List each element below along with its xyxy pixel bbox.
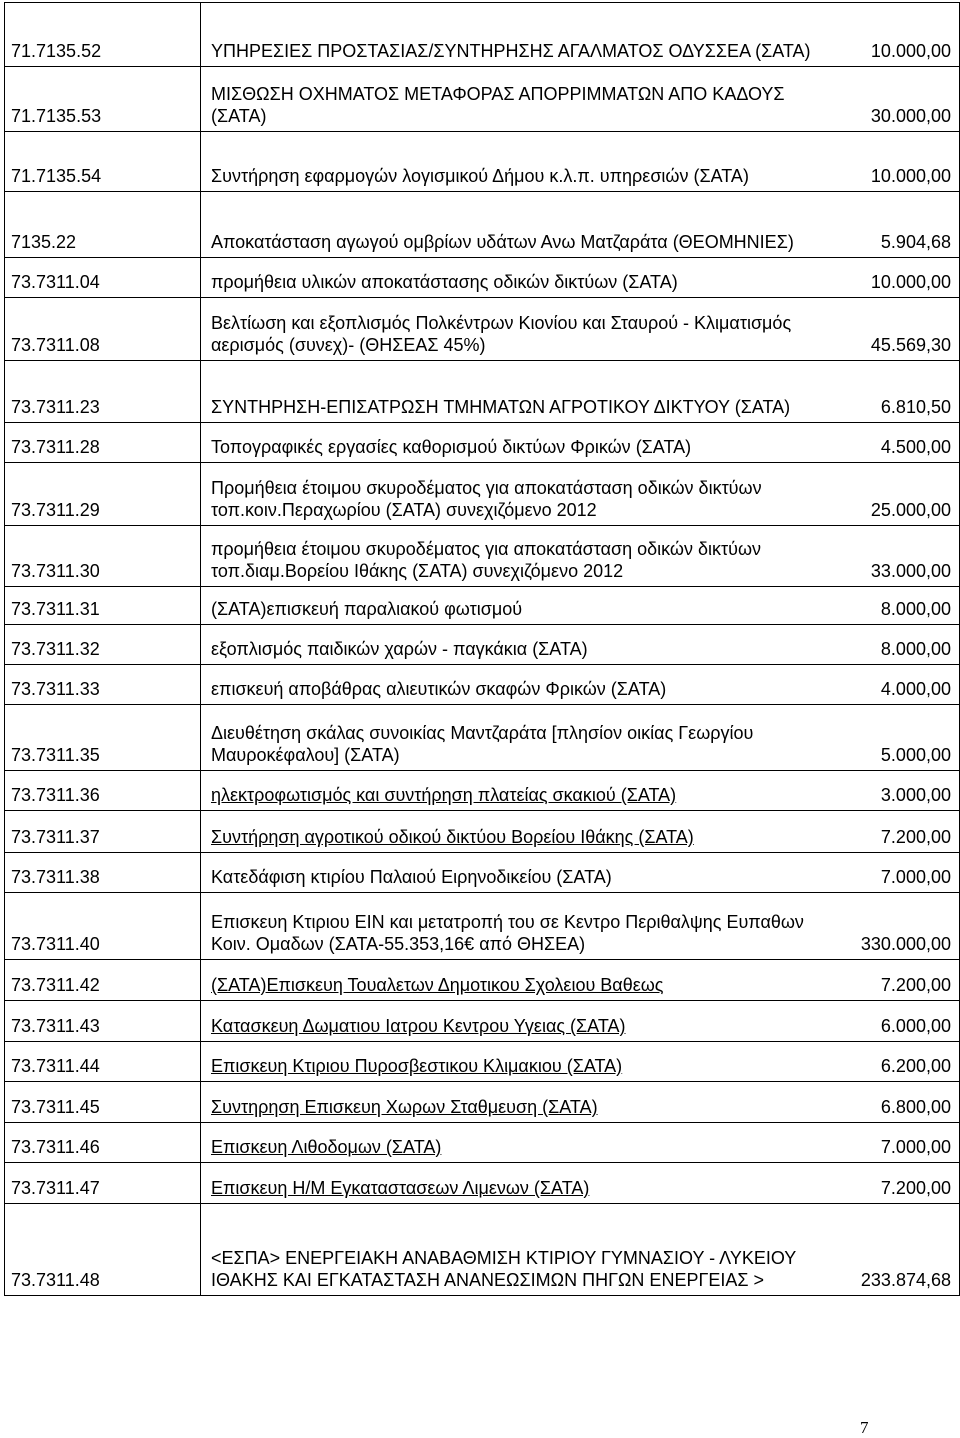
description: Κατεδάφιση κτιρίου Παλαιού Ειρηνοδικείου (ΣΑΤΑ) [211,867,612,887]
description-cell [201,1082,960,1123]
description-cell [201,960,960,1001]
description-cell [201,192,960,258]
amount: 25.000,00 [870,500,951,520]
table-row [5,1042,960,1082]
account-code: 73.7311.47 [5,1163,201,1204]
amount: 7.200,00 [880,1178,951,1198]
amount: 3.000,00 [880,785,951,805]
description-cell [201,625,960,665]
account-code: 7135.22 [5,192,201,258]
table-row [5,1163,960,1204]
account-code: 71.7135.53 [5,67,201,132]
description: (ΣΑΤΑ)επισκευή παραλιακού φωτισμού [211,599,523,619]
description: (ΣΑΤΑ)Επισκευη Τουαλετων Δημοτικου Σχολειου Βαθεως [211,975,664,995]
description-cell [201,463,960,526]
description: προμήθεια έτοιμου σκυροδέματος για αποκατάσταση οδικών δικτύων τοπ.διαμ.Βορείου Ιθάκης (ΣΑΤΑ) συνεχιζόμενο 2012 [211,539,761,581]
budget-table [4,2,960,1296]
table-row [5,298,960,361]
description: ΜΙΣΘΩΣΗ ΟΧΗΜΑΤΟΣ ΜΕΤΑΦΟΡΑΣ ΑΠΟΡΡΙΜΜΑΤΩΝ ΑΠΟ ΚΑΔΟΥΣ (ΣΑΤΑ) [211,84,785,126]
table-row [5,526,960,587]
amount: 10.000,00 [870,272,951,292]
amount: 7.200,00 [880,827,951,847]
account-code: 73.7311.37 [5,811,201,853]
amount: 7.200,00 [880,975,951,995]
description: εξοπλισμός παιδικών χαρών - παγκάκια (ΣΑΤΑ) [211,639,588,659]
description-cell [201,1204,960,1296]
description: ηλεκτροφωτισμός και συντήρηση πλατείας σκακιού (ΣΑΤΑ) [211,785,677,805]
table-row [5,893,960,960]
amount: 6.810,50 [880,397,951,417]
description-cell [201,298,960,361]
account-code: 73.7311.43 [5,1001,201,1042]
description: Τοπογραφικές εργασίες καθορισμού δικτύων Φρικών (ΣΑΤΑ) [211,437,692,457]
description-cell [201,423,960,463]
description: Συντηρηση Επισκευη Χωρων Σταθμευση (ΣΑΤΑ) [211,1097,598,1117]
amount: 4.000,00 [880,679,951,699]
account-code: 73.7311.29 [5,463,201,526]
account-code: 73.7311.38 [5,853,201,893]
account-code: 73.7311.48 [5,1204,201,1296]
table-row [5,1123,960,1163]
account-code: 73.7311.32 [5,625,201,665]
amount: 5.904,68 [880,232,951,252]
account-code: 73.7311.45 [5,1082,201,1123]
amount: 233.874,68 [860,1270,951,1290]
amount: 7.000,00 [880,1137,951,1157]
amount: 8.000,00 [880,639,951,659]
description: Κατασκευη Δωματιου Ιατρου Κεντρου Υγειας (ΣΑΤΑ) [211,1016,626,1036]
amount: 8.000,00 [880,599,951,619]
description-cell [201,853,960,893]
table-row [5,423,960,463]
description: Προμήθεια έτοιμου σκυροδέματος για αποκατάσταση οδικών δικτύων τοπ.κοιν.Περαχωρίου (ΣΑΤΑ) συνεχιζόμενο 2012 [211,478,762,520]
table-row [5,67,960,132]
description-cell [201,1001,960,1042]
description-cell [201,258,960,298]
description: Επισκευη Κτιριου Πυροσβεστικου Κλιμακιου (ΣΑΤΑ) [211,1056,623,1076]
description-cell [201,811,960,853]
description-cell [201,1123,960,1163]
description: Διευθέτηση σκάλας συνοικίας Μαντζαράτα [πλησίον οικίας Γεωργίου Μαυροκέφαλου] (ΣΑΤΑ) [211,723,754,765]
amount: 45.569,30 [870,335,951,355]
amount: 6.200,00 [880,1056,951,1076]
account-code: 73.7311.42 [5,960,201,1001]
description: Βελτίωση και εξοπλισμός Πολκέντρων Κιονίου και Σταυρού - Κλιματισμός αερισμός (συνεχ)- (ΘΗΣΕΑΣ 45%) [211,313,792,355]
description-cell [201,67,960,132]
description: προμήθεια υλικών αποκατάστασης οδικών δικτύων (ΣΑΤΑ) [211,272,678,292]
account-code: 73.7311.44 [5,1042,201,1082]
table-row [5,625,960,665]
account-code: 73.7311.33 [5,665,201,705]
table-row [5,258,960,298]
table-row [5,853,960,893]
description-cell [201,3,960,67]
description-cell [201,361,960,423]
account-code: 73.7311.36 [5,771,201,811]
description: Επισκευη Η/Μ Εγκαταστασεων Λιμενων (ΣΑΤΑ) [211,1178,590,1198]
description-cell [201,587,960,625]
description-cell [201,526,960,587]
table-row [5,811,960,853]
description-cell [201,665,960,705]
account-code: 71.7135.54 [5,132,201,192]
amount: 6.000,00 [880,1016,951,1036]
page-number: 7 [860,1418,869,1437]
amount: 5.000,00 [880,745,951,765]
account-code: 73.7311.31 [5,587,201,625]
amount: 33.000,00 [870,561,951,581]
description: ΣΥΝΤΗΡΗΣΗ-ΕΠΙΣΑΤΡΩΣΗ ΤΜΗΜΑΤΩΝ ΑΓΡΟΤΙΚΟΥ ΔΙΚΤΥΟΥ (ΣΑΤΑ) [211,397,791,417]
table-row [5,361,960,423]
amount: 10.000,00 [870,41,951,61]
account-code: 73.7311.08 [5,298,201,361]
account-code: 73.7311.30 [5,526,201,587]
table-row [5,192,960,258]
table-row [5,463,960,526]
account-code: 73.7311.28 [5,423,201,463]
description: Συντήρηση εφαρμογών λογισμικού Δήμου κ.λ.π. υπηρεσιών (ΣΑΤΑ) [211,166,749,186]
table-row [5,1082,960,1123]
table-row [5,960,960,1001]
description: Επισκευη Λιθοδομων (ΣΑΤΑ) [211,1137,442,1157]
description: επισκευή αποβάθρας αλιευτικών σκαφών Φρικών (ΣΑΤΑ) [211,679,667,699]
description-cell [201,1042,960,1082]
table-row [5,1001,960,1042]
description: Επισκευη Κτιριου ΕΙΝ και μετατροπή του σε Κεντρο Περιθαλψης Ευπαθων Κοιν. Ομαδων (ΣΑΤΑ-55.353,16€ από ΘΗΣΕΑ) [211,912,804,954]
description-cell [201,771,960,811]
table-row [5,705,960,771]
amount: 6.800,00 [880,1097,951,1117]
amount: 4.500,00 [880,437,951,457]
account-code: 73.7311.46 [5,1123,201,1163]
account-code: 71.7135.52 [5,3,201,67]
description: ΥΠΗΡΕΣΙΕΣ ΠΡΟΣΤΑΣΙΑΣ/ΣΥΝΤΗΡΗΣΗΣ ΑΓΑΛΜΑΤΟΣ ΟΔΥΣΣΕΑ (ΣΑΤΑ) [211,41,811,61]
account-code: 73.7311.23 [5,361,201,423]
account-code: 73.7311.35 [5,705,201,771]
description-cell [201,1163,960,1204]
table-row [5,1204,960,1296]
amount: 30.000,00 [870,106,951,126]
description: Συντήρηση αγροτικού οδικού δικτύου Βορείου Ιθάκης (ΣΑΤΑ) [211,827,694,847]
table-row [5,3,960,67]
table-row [5,771,960,811]
table-row [5,587,960,625]
account-code: 73.7311.40 [5,893,201,960]
table-row [5,132,960,192]
account-code: 73.7311.04 [5,258,201,298]
amount: 7.000,00 [880,867,951,887]
description: <ΕΣΠΑ> ΕΝΕΡΓΕΙΑΚΗ ΑΝΑΒΑΘΜΙΣΗ ΚΤΙΡΙΟΥ ΓΥΜΝΑΣΙΟΥ - ΛΥΚΕΙΟΥ ΙΘΑΚΗΣ ΚΑΙ ΕΓΚΑΤΑΣΤΑΣΗ ΑΝΑΝΕΩΣΙΜΩΝ ΠΗΓΩΝ ΕΝΕΡΓΕΙΑΣ > [211,1248,796,1290]
table-row [5,665,960,705]
description-cell [201,705,960,771]
description-cell [201,893,960,960]
description-cell [201,132,960,192]
amount: 330.000,00 [860,934,951,954]
description: Αποκατάσταση αγωγού ομβρίων υδάτων Ανω Ματζαράτα (ΘΕΟΜΗΝΙΕΣ) [211,232,794,252]
amount: 10.000,00 [870,166,951,186]
